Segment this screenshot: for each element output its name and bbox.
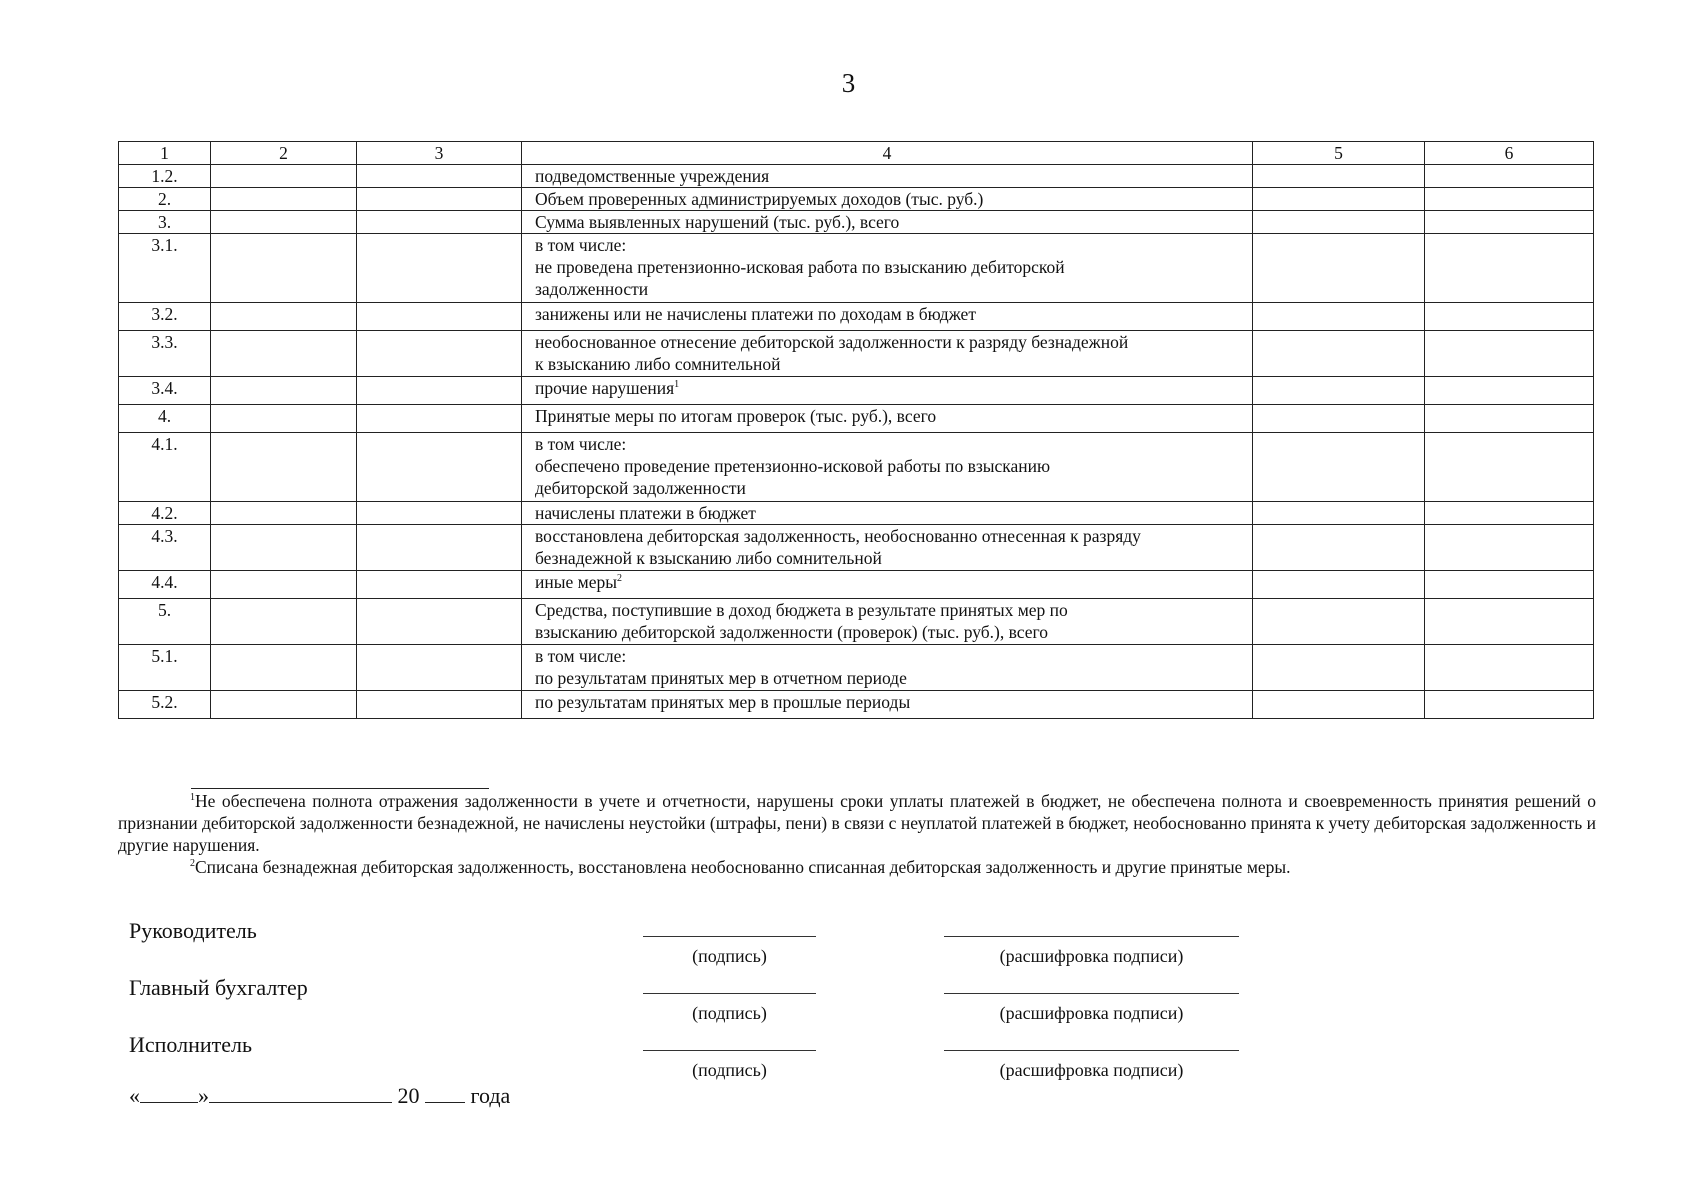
description-text: безнадежной к взысканию либо сомнительной <box>535 548 882 568</box>
report-table <box>118 141 1594 719</box>
row-description <box>522 691 1253 719</box>
col5-cell <box>1253 165 1425 188</box>
description-text: начислены платежи в бюджет <box>535 503 756 523</box>
description-line <box>535 645 1246 667</box>
description-text: иные меры <box>535 572 617 592</box>
col5-cell <box>1253 502 1425 525</box>
col6-cell <box>1425 211 1594 234</box>
row-number: 1.2. <box>119 165 211 188</box>
col5-cell <box>1253 571 1425 599</box>
col3-cell <box>357 525 522 571</box>
col6-cell <box>1425 433 1594 502</box>
signature-caption: (подпись) <box>692 1003 767 1023</box>
col3-cell <box>357 234 522 303</box>
description-line <box>535 599 1246 621</box>
date-line <box>129 1082 510 1109</box>
table-row <box>119 571 1594 599</box>
col3-cell <box>357 377 522 405</box>
col5-cell <box>1253 234 1425 303</box>
col6-cell <box>1425 691 1594 719</box>
signature-decode-line <box>944 1050 1239 1051</box>
table-row <box>119 331 1594 377</box>
description-line <box>535 691 1246 713</box>
table-row <box>119 405 1594 433</box>
row-number: 3.2. <box>119 303 211 331</box>
table-row <box>119 377 1594 405</box>
table-row <box>119 502 1594 525</box>
signature-decode-line <box>944 993 1239 994</box>
col3-cell <box>357 599 522 645</box>
description-line <box>535 547 1246 569</box>
col2-cell <box>211 645 357 691</box>
col6-cell <box>1425 571 1594 599</box>
col5-cell <box>1253 377 1425 405</box>
table-row <box>119 691 1594 719</box>
description-line <box>535 234 1246 256</box>
row-description <box>522 165 1253 188</box>
footnote-2-text: Списана безнадежная дебиторская задолженность, восстановлена необоснованно списанная дебиторская задолженность и другие принятые меры. <box>195 857 1291 877</box>
row-description <box>522 433 1253 502</box>
row-description <box>522 331 1253 377</box>
description-text: задолженности <box>535 279 649 299</box>
col5-cell <box>1253 433 1425 502</box>
description-text: в том числе: <box>535 434 627 454</box>
col5-cell <box>1253 645 1425 691</box>
col3-cell <box>357 645 522 691</box>
row-number: 4.1. <box>119 433 211 502</box>
signature-line <box>643 936 816 937</box>
col2-cell <box>211 211 357 234</box>
footnote-1-text: Не обеспечена полнота отражения задолженности в учете и отчетности, нарушены сроки уплаты платежей в бюджет, не обеспечена полнота и своевременность принятия решений о признании дебиторской задолженности безнадежной, не начислены неустойки (штрафы, пени) в связи с неуплатой платежей в бюджет, необоснованно принята к учету дебиторская задолженность и другие нарушения. <box>118 791 1596 855</box>
description-text: обеспечено проведение претензионно-исковой работы по взысканию <box>535 456 1051 476</box>
date-century: 20 <box>397 1083 420 1108</box>
description-text: занижены или не начислены платежи по доходам в бюджет <box>535 304 976 324</box>
row-description <box>522 502 1253 525</box>
row-description <box>522 188 1253 211</box>
description-line <box>535 405 1246 427</box>
col3-cell <box>357 331 522 377</box>
col3-cell <box>357 405 522 433</box>
description-text: по результатам принятых мер в отчетном периоде <box>535 668 907 688</box>
row-number: 3.4. <box>119 377 211 405</box>
description-line <box>535 331 1246 353</box>
col2-cell <box>211 234 357 303</box>
col3-cell <box>357 691 522 719</box>
col2-cell <box>211 405 357 433</box>
description-text: Принятые меры по итогам проверок (тыс. руб.), всего <box>535 406 937 426</box>
col2-cell <box>211 571 357 599</box>
row-number: 5.1. <box>119 645 211 691</box>
col3-cell <box>357 571 522 599</box>
column-header: 4 <box>522 142 1253 165</box>
description-line <box>535 621 1246 643</box>
col2-cell <box>211 331 357 377</box>
footnote-separator <box>191 788 489 789</box>
footnotes <box>118 790 1596 878</box>
signature-line <box>643 1050 816 1051</box>
day-blank <box>140 1082 198 1103</box>
description-text: в том числе: <box>535 235 627 255</box>
table-row <box>119 234 1594 303</box>
col3-cell <box>357 165 522 188</box>
col6-cell <box>1425 645 1594 691</box>
description-text: Средства, поступившие в доход бюджета в результате принятых мер по <box>535 600 1068 620</box>
description-text: Сумма выявленных нарушений (тыс. руб.), всего <box>535 212 900 232</box>
description-line <box>535 165 1246 187</box>
footnote-reference: 2 <box>616 573 622 585</box>
row-description <box>522 599 1253 645</box>
description-text: дебиторской задолженности <box>535 478 746 498</box>
table-row <box>119 645 1594 691</box>
row-number: 2. <box>119 188 211 211</box>
footnote-2-mark: 2 <box>190 858 195 870</box>
col2-cell <box>211 502 357 525</box>
description-text: не проведена претензионно-исковая работа по взысканию дебиторской <box>535 257 1065 277</box>
col3-cell <box>357 188 522 211</box>
row-description <box>522 645 1253 691</box>
col6-cell <box>1425 331 1594 377</box>
footnote-1-mark: 1 <box>190 792 195 804</box>
description-line <box>535 188 1246 210</box>
table-header-row <box>119 142 1594 165</box>
col2-cell <box>211 165 357 188</box>
date-close-quote: » <box>198 1083 209 1108</box>
col6-cell <box>1425 525 1594 571</box>
table-row <box>119 165 1594 188</box>
col6-cell <box>1425 599 1594 645</box>
row-number: 5.2. <box>119 691 211 719</box>
col6-cell <box>1425 303 1594 331</box>
row-description <box>522 525 1253 571</box>
signature-decode-caption: (расшифровка подписи) <box>999 1003 1184 1023</box>
column-header: 6 <box>1425 142 1594 165</box>
footnote-2 <box>118 856 1596 878</box>
col6-cell <box>1425 502 1594 525</box>
column-header: 1 <box>119 142 211 165</box>
description-text: необоснованное отнесение дебиторской задолженности к разряду безнадежной <box>535 332 1129 352</box>
row-description <box>522 303 1253 331</box>
col5-cell <box>1253 303 1425 331</box>
description-line <box>535 667 1246 689</box>
col3-cell <box>357 303 522 331</box>
description-line <box>535 278 1246 300</box>
description-line <box>535 571 1246 593</box>
col6-cell <box>1425 188 1594 211</box>
table-row <box>119 433 1594 502</box>
signature-role-executor: Исполнитель <box>129 1032 253 1057</box>
description-text: прочие нарушения <box>535 378 675 398</box>
date-suffix: года <box>470 1083 511 1108</box>
signature-role-head: Руководитель <box>129 918 257 943</box>
column-header: 2 <box>211 142 357 165</box>
row-description <box>522 571 1253 599</box>
row-number: 5. <box>119 599 211 645</box>
description-line <box>535 455 1246 477</box>
column-header: 3 <box>357 142 522 165</box>
row-number: 3.3. <box>119 331 211 377</box>
col6-cell <box>1425 377 1594 405</box>
date-open-quote: « <box>129 1083 140 1108</box>
table-row <box>119 211 1594 234</box>
signature-role-accountant: Главный бухгалтер <box>129 975 308 1000</box>
col5-cell <box>1253 211 1425 234</box>
description-text: Объем проверенных администрируемых доходов (тыс. руб.) <box>535 189 984 209</box>
col6-cell <box>1425 234 1594 303</box>
col3-cell <box>357 211 522 234</box>
col2-cell <box>211 691 357 719</box>
signature-decode-line <box>944 936 1239 937</box>
col2-cell <box>211 433 357 502</box>
col2-cell <box>211 188 357 211</box>
col2-cell <box>211 599 357 645</box>
col6-cell <box>1425 405 1594 433</box>
signature-caption: (подпись) <box>692 1060 767 1080</box>
row-description <box>522 234 1253 303</box>
row-number: 3.1. <box>119 234 211 303</box>
signature-line <box>643 993 816 994</box>
description-line <box>535 256 1246 278</box>
col2-cell <box>211 525 357 571</box>
description-line <box>535 477 1246 499</box>
row-description <box>522 377 1253 405</box>
col5-cell <box>1253 691 1425 719</box>
description-line <box>535 211 1246 233</box>
description-text: подведомственные учреждения <box>535 166 770 186</box>
col2-cell <box>211 377 357 405</box>
year-blank <box>425 1082 465 1103</box>
col5-cell <box>1253 525 1425 571</box>
row-description <box>522 405 1253 433</box>
signature-decode-caption: (расшифровка подписи) <box>999 946 1184 966</box>
col5-cell <box>1253 331 1425 377</box>
row-number: 3. <box>119 211 211 234</box>
month-blank <box>209 1082 392 1103</box>
row-number: 4. <box>119 405 211 433</box>
description-text: в том числе: <box>535 646 627 666</box>
page-number: 3 <box>841 68 856 98</box>
col2-cell <box>211 303 357 331</box>
col3-cell <box>357 433 522 502</box>
col3-cell <box>357 502 522 525</box>
col6-cell <box>1425 165 1594 188</box>
table-row <box>119 525 1594 571</box>
description-line <box>535 502 1246 524</box>
description-line <box>535 433 1246 455</box>
description-line <box>535 353 1246 375</box>
signature-decode-caption: (расшифровка подписи) <box>999 1060 1184 1080</box>
description-text: взысканию дебиторской задолженности (проверок) (тыс. руб.), всего <box>535 622 1049 642</box>
description-text: восстановлена дебиторская задолженность, необоснованно отнесенная к разряду <box>535 526 1141 546</box>
footnote-1 <box>118 790 1596 856</box>
table-row <box>119 188 1594 211</box>
footnote-reference: 1 <box>674 379 680 391</box>
description-line <box>535 303 1246 325</box>
col5-cell <box>1253 405 1425 433</box>
description-text: по результатам принятых мер в прошлые периоды <box>535 692 911 712</box>
description-text: к взысканию либо сомнительной <box>535 354 781 374</box>
table-row <box>119 303 1594 331</box>
table-row <box>119 599 1594 645</box>
row-number: 4.2. <box>119 502 211 525</box>
column-header: 5 <box>1253 142 1425 165</box>
row-description <box>522 211 1253 234</box>
col5-cell <box>1253 188 1425 211</box>
col5-cell <box>1253 599 1425 645</box>
description-line <box>535 377 1246 399</box>
row-number: 4.4. <box>119 571 211 599</box>
row-number: 4.3. <box>119 525 211 571</box>
description-line <box>535 525 1246 547</box>
signature-caption: (подпись) <box>692 946 767 966</box>
